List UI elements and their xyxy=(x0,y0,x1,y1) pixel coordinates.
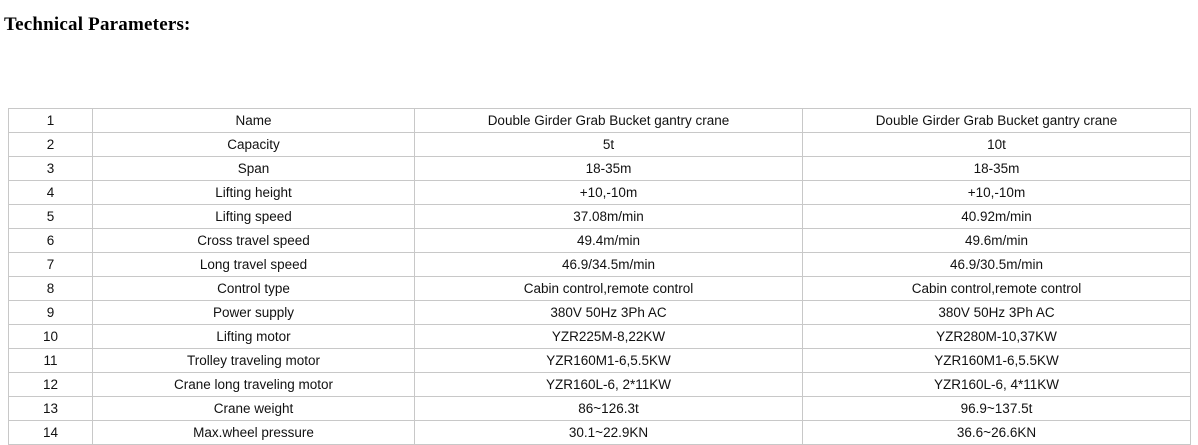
specifications-table xyxy=(8,108,1191,445)
cell-name: Lifting speed xyxy=(93,205,415,229)
cell-value-1: 18-35m xyxy=(415,157,803,181)
table-row xyxy=(9,157,1191,181)
cell-index: 5 xyxy=(9,205,93,229)
table-row xyxy=(9,229,1191,253)
table-row xyxy=(9,253,1191,277)
cell-index: 4 xyxy=(9,181,93,205)
cell-value-1: Cabin control,remote control xyxy=(415,277,803,301)
table-row xyxy=(9,421,1191,445)
cell-value-1: YZR160L-6, 2*11KW xyxy=(415,373,803,397)
cell-index: 13 xyxy=(9,397,93,421)
table-row xyxy=(9,277,1191,301)
cell-value-2: YZR280M-10,37KW xyxy=(803,325,1191,349)
cell-index: 8 xyxy=(9,277,93,301)
table-row xyxy=(9,397,1191,421)
page-title: Technical Parameters: xyxy=(4,14,191,35)
cell-value-2: +10,-10m xyxy=(803,181,1191,205)
cell-value-2: 10t xyxy=(803,133,1191,157)
table-row xyxy=(9,181,1191,205)
cell-value-2: Double Girder Grab Bucket gantry crane xyxy=(803,109,1191,133)
cell-name: Control type xyxy=(93,277,415,301)
cell-value-2: 46.9/30.5m/min xyxy=(803,253,1191,277)
cell-name: Max.wheel pressure xyxy=(93,421,415,445)
cell-index: 7 xyxy=(9,253,93,277)
cell-value-2: 380V 50Hz 3Ph AC xyxy=(803,301,1191,325)
cell-value-2: YZR160M1-6,5.5KW xyxy=(803,349,1191,373)
cell-value-1: 86~126.3t xyxy=(415,397,803,421)
cell-name: Capacity xyxy=(93,133,415,157)
table-row xyxy=(9,325,1191,349)
cell-name: Name xyxy=(93,109,415,133)
cell-value-2: 36.6~26.6KN xyxy=(803,421,1191,445)
cell-value-1: YZR160M1-6,5.5KW xyxy=(415,349,803,373)
cell-index: 1 xyxy=(9,109,93,133)
cell-value-1: Double Girder Grab Bucket gantry crane xyxy=(415,109,803,133)
cell-value-1: +10,-10m xyxy=(415,181,803,205)
cell-value-1: 49.4m/min xyxy=(415,229,803,253)
table-row xyxy=(9,349,1191,373)
table-row xyxy=(9,133,1191,157)
cell-index: 9 xyxy=(9,301,93,325)
cell-name: Span xyxy=(93,157,415,181)
cell-index: 2 xyxy=(9,133,93,157)
cell-value-2: 96.9~137.5t xyxy=(803,397,1191,421)
cell-index: 3 xyxy=(9,157,93,181)
cell-name: Lifting height xyxy=(93,181,415,205)
cell-index: 10 xyxy=(9,325,93,349)
cell-value-1: 5t xyxy=(415,133,803,157)
cell-name: Crane long traveling motor xyxy=(93,373,415,397)
cell-value-2: YZR160L-6, 4*11KW xyxy=(803,373,1191,397)
cell-value-2: Cabin control,remote control xyxy=(803,277,1191,301)
cell-value-1: 46.9/34.5m/min xyxy=(415,253,803,277)
cell-value-2: 49.6m/min xyxy=(803,229,1191,253)
cell-name: Lifting motor xyxy=(93,325,415,349)
cell-name: Trolley traveling motor xyxy=(93,349,415,373)
table-row xyxy=(9,373,1191,397)
cell-name: Crane weight xyxy=(93,397,415,421)
cell-value-2: 18-35m xyxy=(803,157,1191,181)
cell-index: 12 xyxy=(9,373,93,397)
table-row xyxy=(9,109,1191,133)
cell-index: 11 xyxy=(9,349,93,373)
table-row xyxy=(9,301,1191,325)
cell-value-1: 30.1~22.9KN xyxy=(415,421,803,445)
cell-index: 6 xyxy=(9,229,93,253)
table-row xyxy=(9,205,1191,229)
specifications-table-container xyxy=(8,108,1190,445)
cell-name: Cross travel speed xyxy=(93,229,415,253)
cell-name: Power supply xyxy=(93,301,415,325)
cell-value-1: YZR225M-8,22KW xyxy=(415,325,803,349)
cell-value-1: 380V 50Hz 3Ph AC xyxy=(415,301,803,325)
cell-name: Long travel speed xyxy=(93,253,415,277)
cell-value-1: 37.08m/min xyxy=(415,205,803,229)
table-body xyxy=(9,109,1191,445)
cell-value-2: 40.92m/min xyxy=(803,205,1191,229)
cell-index: 14 xyxy=(9,421,93,445)
